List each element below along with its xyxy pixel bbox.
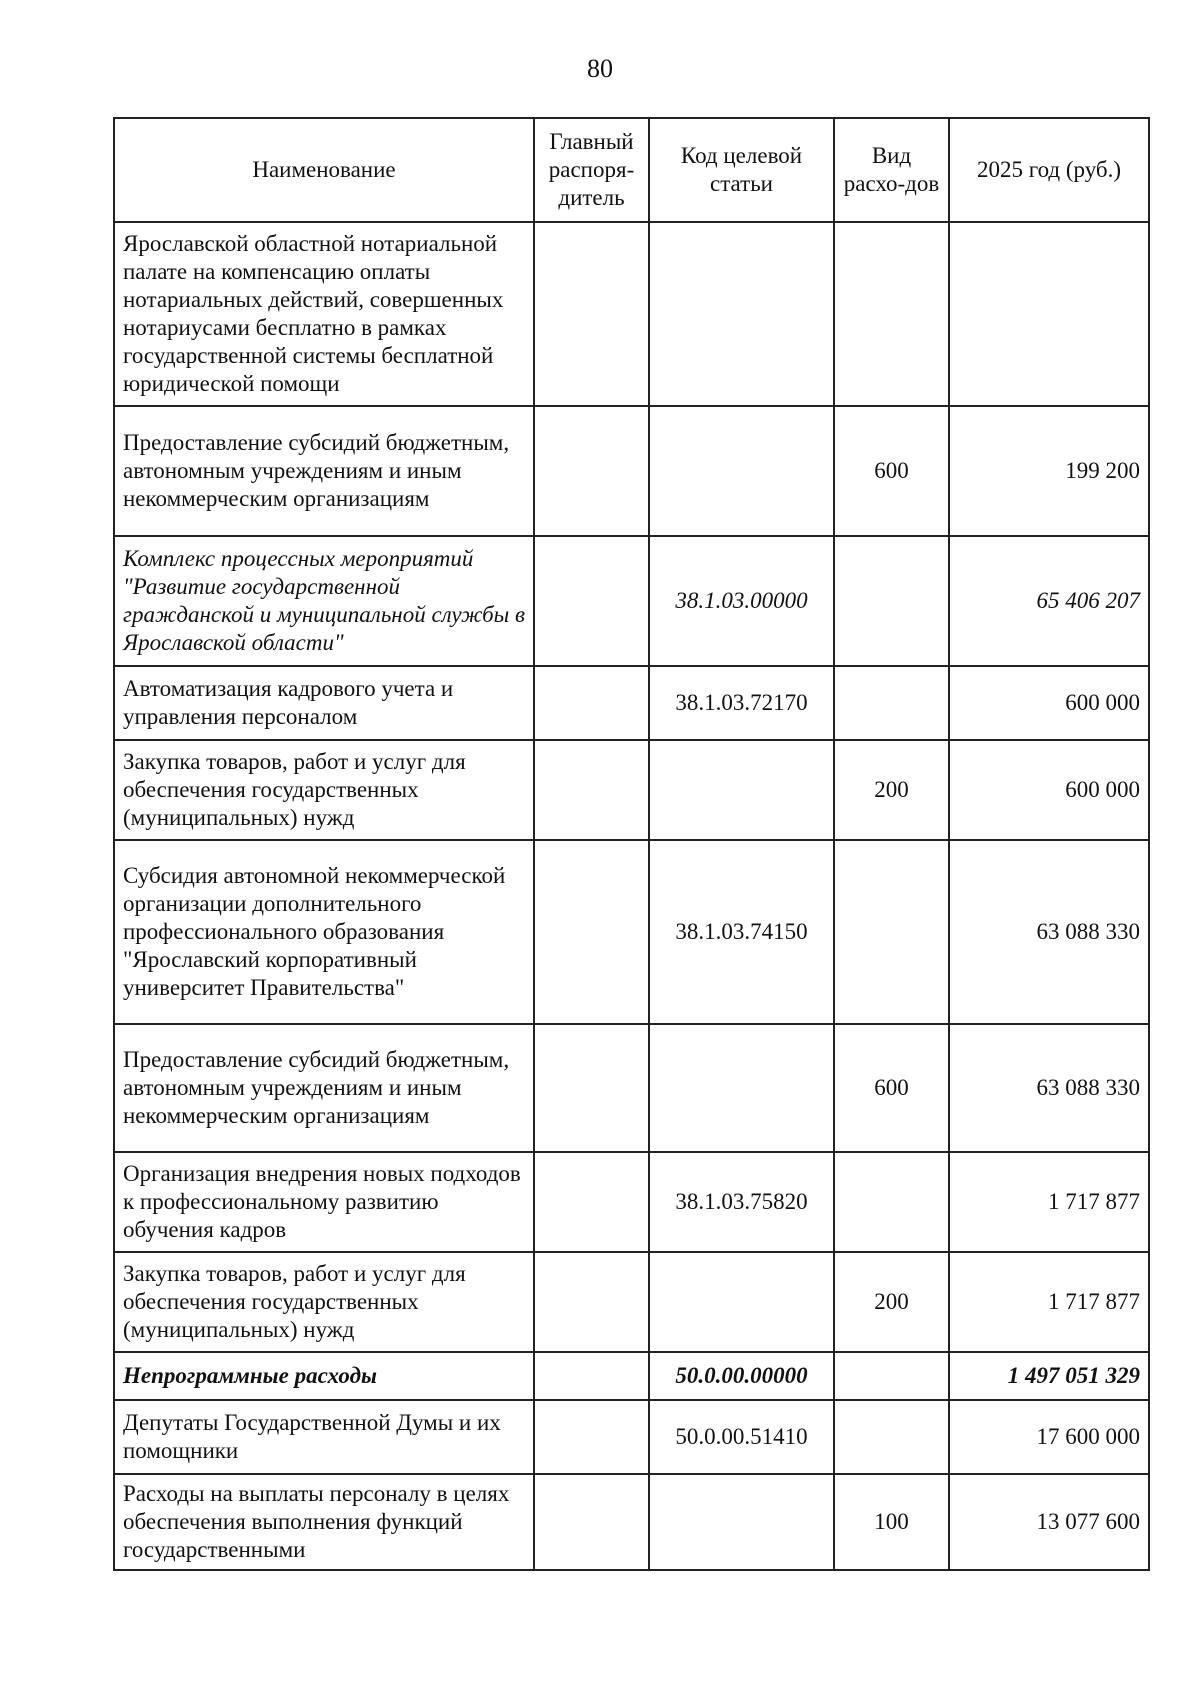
budget-table xyxy=(113,117,1150,1571)
table-row xyxy=(114,1024,1149,1152)
cell-type xyxy=(834,666,949,740)
header-type: Вид расхо-дов xyxy=(834,118,949,222)
table-row xyxy=(114,222,1149,406)
page-number: 80 xyxy=(587,54,613,83)
cell-code xyxy=(649,1024,834,1152)
cell-manager xyxy=(534,666,649,740)
cell-manager xyxy=(534,840,649,1024)
cell-type: 100 xyxy=(834,1474,949,1570)
cell-name: Автоматизация кадрового учета и управления персоналом xyxy=(114,666,534,740)
cell-amount: 63 088 330 xyxy=(949,1024,1149,1152)
cell-type: 600 xyxy=(834,406,949,536)
cell-manager xyxy=(534,1252,649,1352)
cell-code xyxy=(649,740,834,840)
table-header-row xyxy=(114,118,1149,222)
cell-manager xyxy=(534,1352,649,1400)
cell-name: Предоставление субсидий бюджетным, автономным учреждениям и иным некоммерческим организациям xyxy=(114,1024,534,1152)
cell-type: 600 xyxy=(834,1024,949,1152)
cell-code: 50.0.00.51410 xyxy=(649,1400,834,1474)
cell-manager xyxy=(534,1152,649,1252)
cell-code: 50.0.00.00000 xyxy=(649,1352,834,1400)
cell-amount: 1 497 051 329 xyxy=(949,1352,1149,1400)
cell-code xyxy=(649,1474,834,1570)
cell-amount: 1 717 877 xyxy=(949,1252,1149,1352)
table-row xyxy=(114,840,1149,1024)
table-row xyxy=(114,536,1149,666)
cell-manager xyxy=(534,1024,649,1152)
cell-code xyxy=(649,222,834,406)
header-code: Код целевой статьи xyxy=(649,118,834,222)
cell-type xyxy=(834,1152,949,1252)
cell-amount: 600 000 xyxy=(949,740,1149,840)
cell-name: Закупка товаров, работ и услуг для обеспечения государственных (муниципальных) нужд xyxy=(114,740,534,840)
cell-type xyxy=(834,840,949,1024)
cell-amount: 600 000 xyxy=(949,666,1149,740)
cell-name: Организация внедрения новых подходов к профессиональному развитию обучения кадров xyxy=(114,1152,534,1252)
table-row xyxy=(114,1352,1149,1400)
cell-manager xyxy=(534,1400,649,1474)
cell-name: Депутаты Государственной Думы и их помощники xyxy=(114,1400,534,1474)
cell-amount: 1 717 877 xyxy=(949,1152,1149,1252)
cell-code xyxy=(649,1252,834,1352)
cell-type: 200 xyxy=(834,740,949,840)
cell-name: Расходы на выплаты персоналу в целях обеспечения выполнения функций государственными xyxy=(114,1474,534,1570)
table-row xyxy=(114,1474,1149,1570)
table-row xyxy=(114,1152,1149,1252)
header-manager: Главный распоря-дитель xyxy=(534,118,649,222)
header-amount: 2025 год (руб.) xyxy=(949,118,1149,222)
cell-amount: 65 406 207 xyxy=(949,536,1149,666)
table-row xyxy=(114,406,1149,536)
cell-manager xyxy=(534,1474,649,1570)
cell-amount xyxy=(949,222,1149,406)
cell-name: Субсидия автономной некоммерческой организации дополнительного профессионального образования "Ярославский корпоративный университет Правительства" xyxy=(114,840,534,1024)
cell-code: 38.1.03.72170 xyxy=(649,666,834,740)
cell-name: Комплекс процессных мероприятий "Развитие государственной гражданской и муниципальной службы в Ярославской области" xyxy=(114,536,534,666)
cell-code: 38.1.03.74150 xyxy=(649,840,834,1024)
cell-code xyxy=(649,406,834,536)
cell-manager xyxy=(534,536,649,666)
cell-name: Закупка товаров, работ и услуг для обеспечения государственных (муниципальных) нужд xyxy=(114,1252,534,1352)
cell-amount: 63 088 330 xyxy=(949,840,1149,1024)
cell-name: Ярославской областной нотариальной палате на компенсацию оплаты нотариальных действий, совершенных нотариусами бесплатно в рамках государственной системы бесплатной юридической помощи xyxy=(114,222,534,406)
cell-code: 38.1.03.75820 xyxy=(649,1152,834,1252)
cell-type: 200 xyxy=(834,1252,949,1352)
cell-manager xyxy=(534,222,649,406)
cell-type xyxy=(834,222,949,406)
cell-code: 38.1.03.00000 xyxy=(649,536,834,666)
cell-name: Непрограммные расходы xyxy=(114,1352,534,1400)
cell-amount: 17 600 000 xyxy=(949,1400,1149,1474)
table-row xyxy=(114,1252,1149,1352)
cell-manager xyxy=(534,406,649,536)
cell-type xyxy=(834,536,949,666)
header-name: Наименование xyxy=(114,118,534,222)
table-row xyxy=(114,740,1149,840)
cell-type xyxy=(834,1400,949,1474)
table-body xyxy=(114,222,1149,1570)
cell-name: Предоставление субсидий бюджетным, автономным учреждениям и иным некоммерческим организациям xyxy=(114,406,534,536)
table-row xyxy=(114,666,1149,740)
cell-amount: 199 200 xyxy=(949,406,1149,536)
cell-manager xyxy=(534,740,649,840)
cell-type xyxy=(834,1352,949,1400)
table-row xyxy=(114,1400,1149,1474)
cell-amount: 13 077 600 xyxy=(949,1474,1149,1570)
